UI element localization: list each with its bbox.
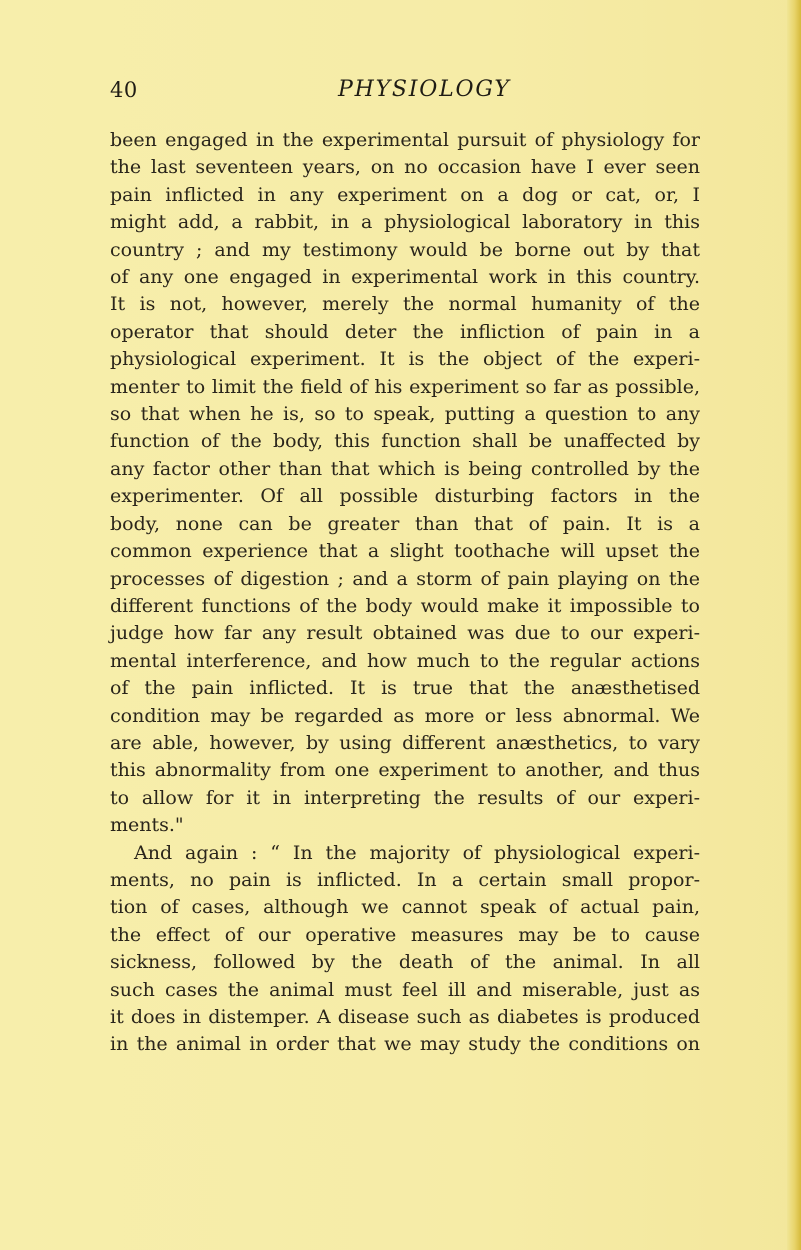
text-line: And again : “ In the majority of physiological experi- [134,841,700,864]
text-line: function of the body, this function shall be unaffected by [110,430,700,453]
text-line: of the pain inflicted. It is true that the anæsthetised [110,677,700,700]
text-line: mental interference, and how much to the regular actions [110,649,700,672]
running-title: PHYSIOLOGY [338,77,511,102]
text-line: body, none can be greater than that of pain. It is a [110,512,700,535]
page-number: 40 [110,78,138,102]
text-line: operator that should deter the infliction of pain in a [110,320,700,343]
text-line: ments." [110,814,184,837]
text-line: country ; and my testimony would be borne out by that [110,238,700,261]
text-line: are able, however, by using different anæsthetics, to vary [110,731,700,754]
text-line: ments, no pain is inflicted. In a certain small propor- [110,868,700,891]
text-line: it does in distemper. A disease such as diabetes is produced [110,1006,700,1028]
text-line: menter to limit the field of his experiment so far as possible, [110,375,700,398]
text-line: the last seventeen years, on no occasion have I ever seen [110,156,700,179]
text-line: physiological experiment. It is the object of the experi- [110,348,700,371]
text-line: this abnormality from one experiment to another, and thus [110,759,700,782]
text-line: might add, a rabbit, in a physiological laboratory in this [110,211,700,234]
text-line: It is not, however, merely the normal humanity of the [110,293,700,316]
text-line: in the animal in order that we may study the conditions on [110,1033,700,1056]
text-line: of any one engaged in experimental work in this country. [110,266,700,289]
text-line: processes of digestion ; and a storm of pain playing on the [110,567,700,590]
text-line: so that when he is, so to speak, putting a question to any [110,403,700,426]
text-line: such cases the animal must feel ill and miserable, just as [110,978,700,1001]
text-line: judge how far any result obtained was due to our experi- [110,622,700,645]
text-line: common experience that a slight toothache will upset the [110,540,700,563]
page-header [110,78,710,108]
text-line: the effect of our operative measures may be to cause [110,923,700,946]
text-line: condition may be regarded as more or less abnormal. We [110,704,700,727]
page-edge-shadow [787,0,801,1250]
text-line: sickness, followed by the death of the animal. In all [110,951,700,974]
text-line: experimenter. Of all possible disturbing factors in the [110,485,700,508]
text-line: tion of cases, although we cannot speak of actual pain, [110,896,700,919]
text-line: any factor other than that which is being controlled by the [110,457,700,480]
text-line: to allow for it in interpreting the results of our experi- [110,786,700,809]
text-line: pain inflicted in any experiment on a dog or cat, or, I [110,183,700,206]
body-text [110,127,700,1059]
text-line: different functions of the body would make it impossible to [110,594,700,617]
text-line: been engaged in the experimental pursuit of physiology for [110,129,700,151]
